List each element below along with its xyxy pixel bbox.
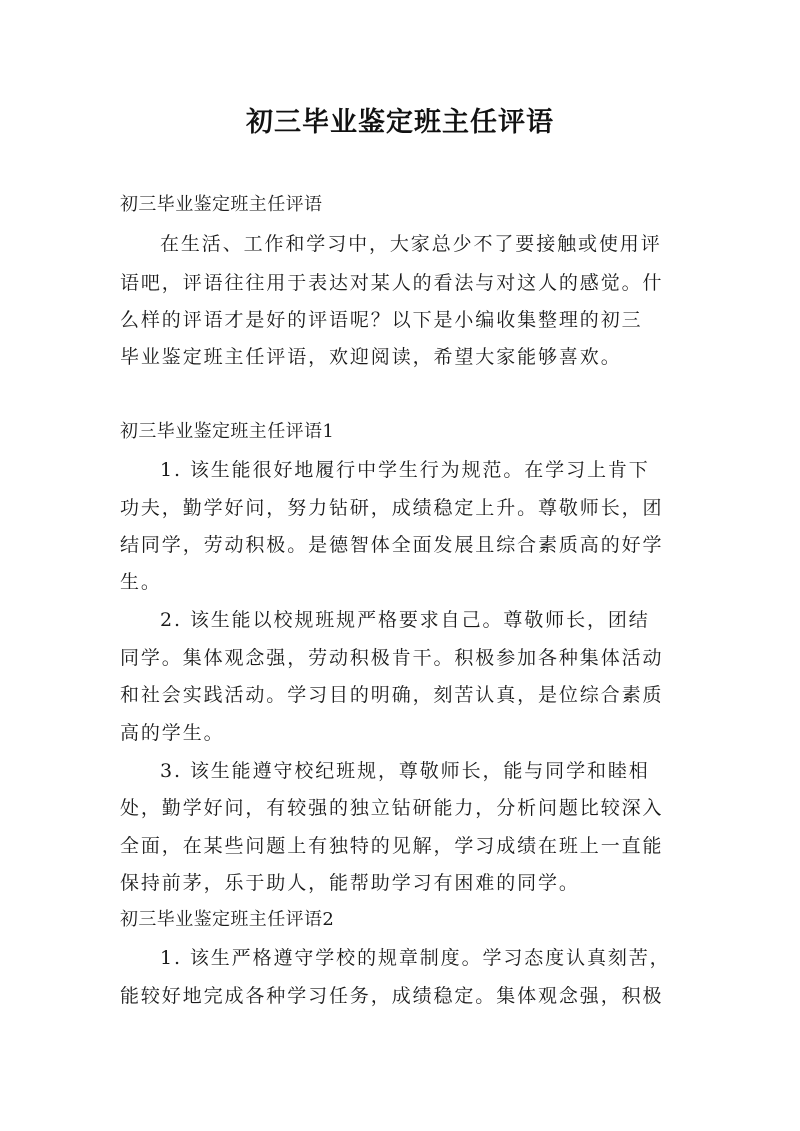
- comment-line: 同学。集体观念强，劳动积极肯干。积极参加各种集体活动: [120, 647, 664, 669]
- document-subtitle: 初三毕业鉴定班主任评语: [120, 194, 323, 215]
- comment-line: 生。: [120, 571, 162, 593]
- comment-line: 保持前茅，乐于助人，能帮助学习有困难的同学。: [120, 872, 580, 894]
- comment-line: 功夫，勤学好问，努力钻研，成绩稳定上升。尊敬师长，团: [120, 497, 664, 519]
- comment-line: 和社会实践活动。学习目的明确，刻苦认真，是位综合素质: [120, 684, 664, 706]
- comment-line: 3. 该生能遵守校纪班规，尊敬师长，能与同学和睦相: [160, 760, 650, 782]
- comment-line: 1. 该生能很好地履行中学生行为规范。在学习上肯下: [160, 459, 650, 481]
- intro-line: 在生活、工作和学习中，大家总少不了要接触或使用评: [160, 233, 662, 255]
- document-title: 初三毕业鉴定班主任评语: [246, 107, 554, 138]
- comment-line: 高的学生。: [120, 722, 225, 744]
- intro-line: 语吧，评语往往用于表达对某人的看法与对这人的感觉。什: [120, 272, 664, 294]
- section-heading-2: 初三毕业鉴定班主任评语2: [120, 909, 335, 930]
- comment-line: 全面，在某些问题上有独特的见解，学习成绩在班上一直能: [120, 835, 664, 857]
- comment-line: 1. 该生严格遵守学校的规章制度。学习态度认真刻苦，: [160, 947, 671, 969]
- comment-line: 2. 该生能以校规班规严格要求自己。尊敬师长，团结: [160, 609, 650, 631]
- comment-line: 结同学，劳动积极。是德智体全面发展且综合素质高的好学: [120, 534, 664, 556]
- comment-line: 处，勤学好问，有较强的独立钻研能力，分析问题比较深入: [120, 797, 664, 819]
- comment-line: 能较好地完成各种学习任务，成绩稳定。集体观念强，积极: [120, 985, 664, 1007]
- intro-line: 毕业鉴定班主任评语，欢迎阅读，希望大家能够喜欢。: [120, 346, 622, 368]
- section-heading-1: 初三毕业鉴定班主任评语1: [120, 421, 335, 442]
- intro-line: 么样的评语才是好的评语呢？以下是小编收集整理的初三: [120, 309, 643, 331]
